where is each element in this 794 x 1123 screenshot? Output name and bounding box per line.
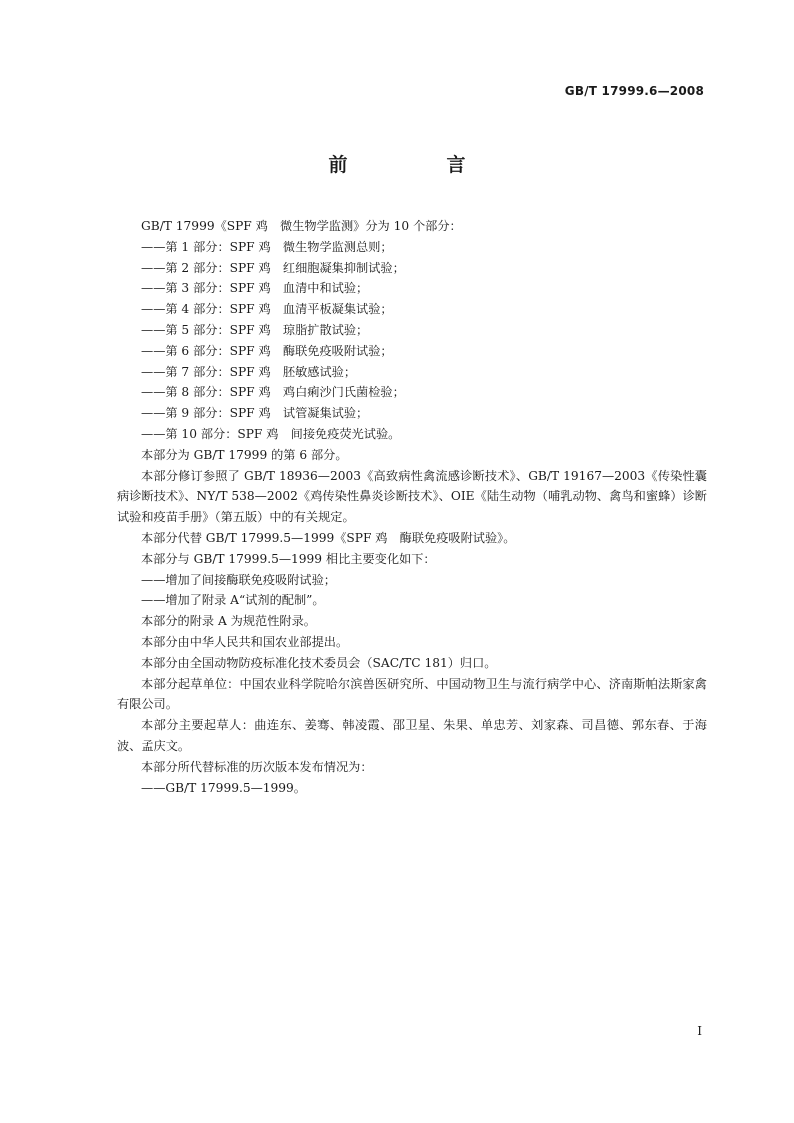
list-item: ——第 6 部分：SPF 鸡 酶联免疫吸附试验； <box>141 343 393 358</box>
list-item: ——第 8 部分：SPF 鸡 鸡白痢沙门氏菌检验； <box>141 385 405 400</box>
foreword-body <box>117 216 707 798</box>
list-item: ——第 7 部分：SPF 鸡 胚敏感试验； <box>141 364 357 379</box>
list-item: ——GB/T 17999.5—1999。 <box>141 780 306 795</box>
paragraph: 本部分由全国动物防疫标准化技术委员会（SAC/TC 181）归口。 <box>141 655 497 670</box>
list-item: ——增加了间接酶联免疫吸附试验； <box>141 572 336 587</box>
list-item: ——第 1 部分：SPF 鸡 微生物学监测总则； <box>141 239 393 254</box>
paragraph: 本部分主要起草人：曲连东、姜骞、韩凌霞、邵卫星、朱果、单忠芳、刘家森、司昌德、郭东春、于海波、孟庆文。 <box>117 718 707 753</box>
paragraph: 本部分的附录 A 为规范性附录。 <box>141 614 316 629</box>
page-number: I <box>697 1024 702 1038</box>
paragraph: 本部分修订参照了 GB/T 18936—2003《高致病性禽流感诊断技术》、GB/T 19167—2003《传染性囊病诊断技术》、NY/T 538—2002《鸡传染性鼻炎诊断技术》、OIE《陆生动物（哺乳动物、禽鸟和蜜蜂）诊断试验和疫苗手册》（第五版）中的有关规定。 <box>117 468 707 525</box>
paragraph: 本部分起草单位：中国农业科学院哈尔滨兽医研究所、中国动物卫生与流行病学中心、济南斯帕法斯家禽有限公司。 <box>117 676 707 712</box>
list-item: ——第 3 部分：SPF 鸡 血清中和试验； <box>141 281 369 296</box>
paragraph: 本部分所代替标准的历次版本发布情况为： <box>141 759 373 774</box>
list-item: ——第 10 部分：SPF 鸡 间接免疫荧光试验。 <box>141 426 401 441</box>
list-item: ——第 2 部分：SPF 鸡 红细胞凝集抑制试验； <box>141 260 405 275</box>
list-item: ——第 4 部分：SPF 鸡 血清平板凝集试验； <box>141 302 393 317</box>
paragraph: 本部分为 GB/T 17999 的第 6 部分。 <box>141 447 348 462</box>
list-item: ——第 5 部分：SPF 鸡 琼脂扩散试验； <box>141 322 369 337</box>
paragraph: GB/T 17999《SPF 鸡 微生物学监测》分为 10 个部分： <box>141 219 462 233</box>
paragraph: 本部分由中华人民共和国农业部提出。 <box>141 634 349 649</box>
list-item: ——第 9 部分：SPF 鸡 试管凝集试验； <box>141 406 369 421</box>
paragraph: 本部分与 GB/T 17999.5—1999 相比主要变化如下： <box>141 551 436 566</box>
paragraph: 本部分代替 GB/T 17999.5—1999《SPF 鸡 酶联免疫吸附试验》。 <box>141 530 516 545</box>
page-title: 前 言 <box>328 154 506 176</box>
standard-code: GB/T 17999.6—2008 <box>564 84 704 98</box>
list-item: ——增加了附录 A“试剂的配制”。 <box>141 593 325 608</box>
